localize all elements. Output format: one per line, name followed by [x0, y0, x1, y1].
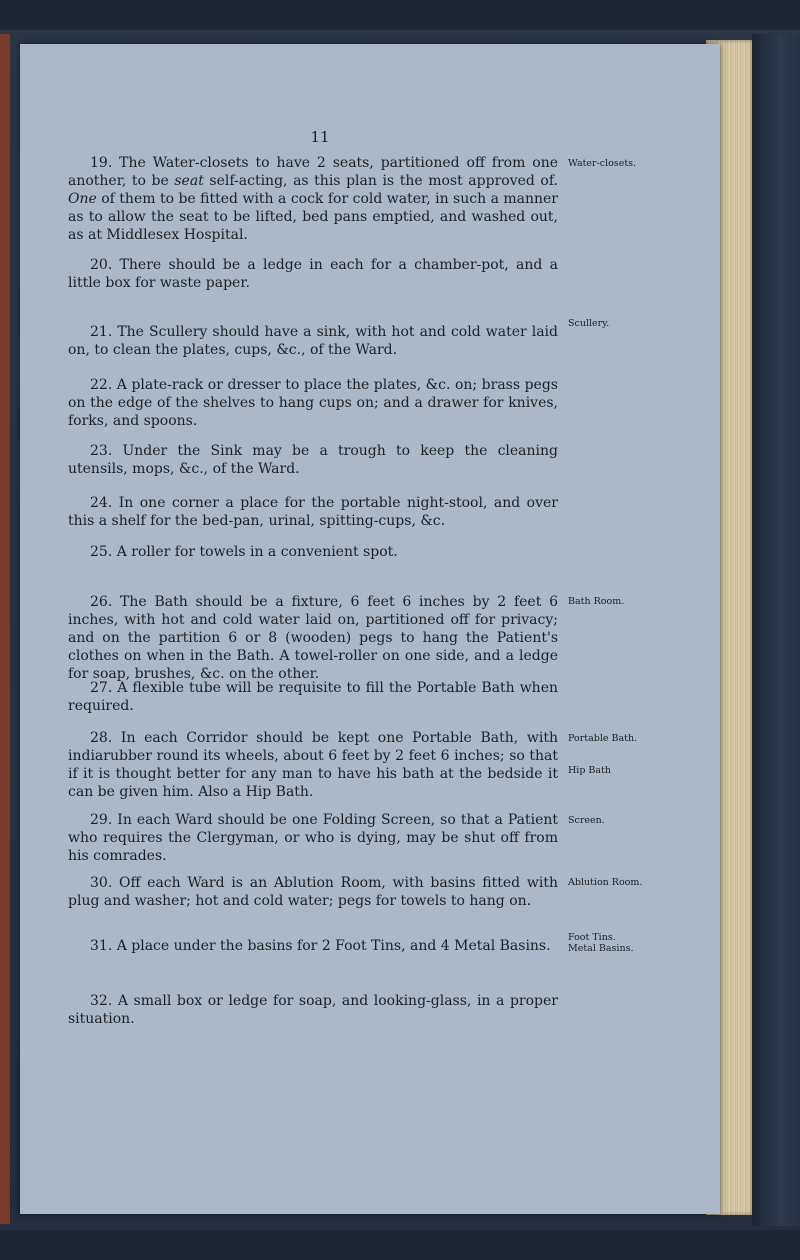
paragraph-25: 25. A roller for towels in a convenient spot. — [90, 544, 398, 560]
paragraph-24: 24. In one corner a place for the portable night-stool, and over this a shelf for the bed-pan, urinal, spitting-cups, &c. — [68, 495, 558, 529]
margin-note-water-closets: Water-closets. — [568, 158, 637, 169]
paragraph-19-italic-one: One — [68, 191, 97, 207]
paragraph-32: 32. A small box or ledge for soap, and looking-glass, in a proper situation. — [68, 993, 558, 1027]
paragraph-22: 22. A plate-rack or dresser to place the plates, &c. on; brass pegs on the edge of the shelves to hang cups on; and a drawer for knives, forks, and spoons. — [68, 377, 558, 429]
margin-note-portable-bath: Portable Bath. — [568, 733, 638, 744]
page-number: 11 — [310, 128, 330, 146]
paragraph-19 — [68, 154, 558, 244]
margin-note-screen: Screen. — [568, 815, 605, 826]
margin-note-scullery: Scullery. — [568, 318, 610, 329]
margin-note-metal-basins: Metal Basins. — [568, 943, 634, 954]
paragraph-20: 20. There should be a ledge in each for a chamber-pot, and a little box for waste paper. — [68, 257, 558, 291]
paragraph-28: 28. In each Corridor should be kept one Portable Bath, with indiarubber round its wheels, about 6 feet by 2 feet 6 inches; so that if it is thought better for any man to have his bath at the bedside it can be given him. Also a Hip Bath. — [68, 730, 558, 800]
paragraph-19-text-a: 19. The Water-closets to have 2 seats, partitioned off from one another, to be — [68, 155, 558, 189]
margin-note-bath-room: Bath Room. — [568, 596, 625, 607]
margin-note-hip-bath: Hip Bath — [568, 765, 612, 776]
paragraph-31: 31. A place under the basins for 2 Foot Tins, and 4 Metal Basins. — [90, 938, 551, 954]
paragraph-29: 29. In each Ward should be one Folding Screen, so that a Patient who requires the Clergyman, or who is dying, may be shut off from his comrades. — [68, 812, 558, 864]
paragraph-19-italic-seat: seat — [174, 173, 204, 189]
binding-edge — [0, 34, 10, 1224]
margin-note-ablution-room: Ablution Room. — [568, 877, 643, 888]
margin-note-foot-tins: Foot Tins. — [568, 932, 616, 943]
paragraph-23: 23. Under the Sink may be a trough to keep the cleaning utensils, mops, &c., of the Ward. — [68, 443, 558, 477]
paragraph-21: 21. The Scullery should have a sink, with hot and cold water laid on, to clean the plates, cups, &c., of the Ward. — [68, 324, 558, 358]
paragraph-30: 30. Off each Ward is an Ablution Room, with basins fitted with plug and washer; hot and cold water; pegs for towels to hang on. — [68, 875, 558, 909]
paragraph-26: 26. The Bath should be a fixture, 6 feet 6 inches by 2 feet 6 inches, with hot and cold water laid on, partitioned off for privacy; and on the partition 6 or 8 (wooden) pegs to hang the Patient's clothes on when in the Bath. A towel-roller on one side, and a ledge for soap, brushes, &c. on the other. — [68, 594, 558, 682]
paragraph-27: 27. A flexible tube will be requisite to fill the Portable Bath when required. — [68, 680, 558, 714]
paragraph-19-text-b: self-acting, as this plan is the most approved of. — [203, 173, 558, 189]
paragraph-19-text-c: of them to be fitted with a cock for cold water, in such a manner as to allow the seat to be lifted, bed pans emptied, and washed out, as at Middlesex Hospital. — [68, 191, 558, 243]
book-cover-right — [752, 34, 800, 1226]
